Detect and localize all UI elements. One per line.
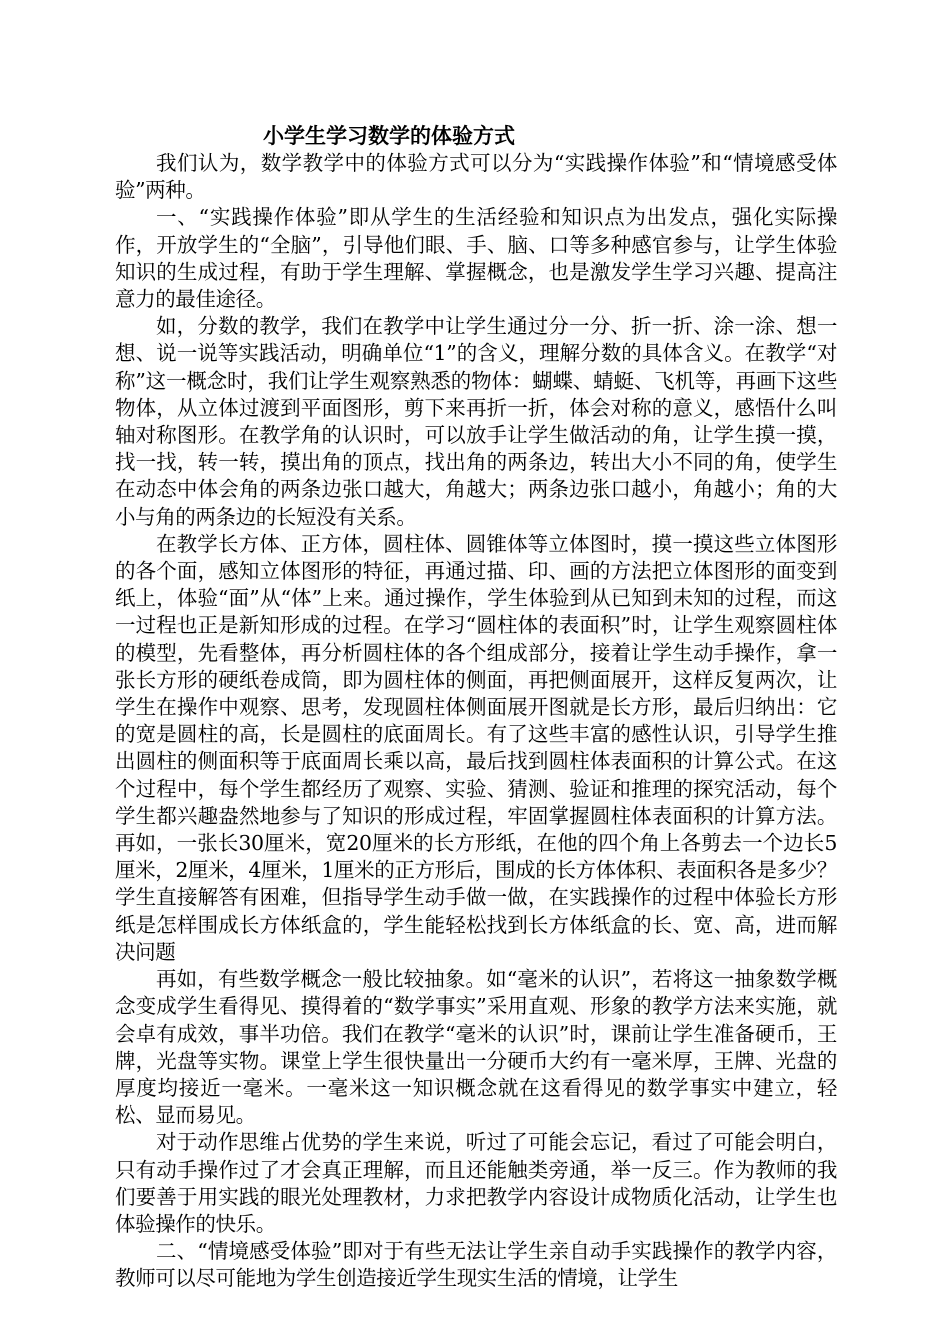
document-page <box>115 122 837 1293</box>
paragraph-solid-figures: 在教学长方体、正方体，圆柱体、圆锥体等立体图时，摸一摸这些立体图形的各个面，感知立体图形的特征，再通过描、印、画的方法把立体图形的面变到纸上，体验“面”从“体”上来。通过操作，学生体验到从已知到未知的过程，而这一过程也正是新知形成的过程。在学习“圆柱体的表面积”时，让学生观察圆柱体的模型，先看整体，再分析圆柱体的各个组成部分，接着让学生动手操作，拿一张长方形的硬纸卷成筒，即为圆柱体的侧面，再把侧面展开，这样反复两次，让学生在操作中观察、思考，发现圆柱体侧面展开图就是长方形，最后归纳出：它的宽是圆柱的高，长是圆柱的底面周长。有了这些丰富的感性认识，引导学生推出圆柱的侧面积等于底面周长乘以高，最后找到圆柱体表面积的计算公式。在这个过程中，每个学生都经历了观察、实验、猜测、验证和推理的探究活动，每个学生都兴趣盎然地参与了知识的形成过程，牢固掌握圆柱体表面积的计算方法。再如，一张长30厘米，宽20厘米的长方形纸，在他的四个角上各剪去一个边长5厘米，2厘米，4厘米，1厘米的正方形后，围成的长方体体积、表面积各是多少？学生直接解答有困难，但指导学生动手做一做，在实践操作的过程中体验长方形纸是怎样围成长方体纸盒的，学生能轻松找到长方体纸盒的长、宽、高，进而解决问题 <box>115 531 837 964</box>
paragraph-action-thinking: 对于动作思维占优势的学生来说，听过了可能会忘记，看过了可能会明白，只有动手操作过了才会真正理解，而且还能触类旁通，举一反三。作为教师的我们要善于用实践的眼光处理教材，力求把教学内容设计成物质化活动，让学生也体验操作的快乐。 <box>115 1130 837 1236</box>
paragraph-intro: 我们认为，数学教学中的体验方式可以分为“实践操作体验”和“情境感受体验”两种。 <box>115 151 837 203</box>
paragraph-fraction-symmetry-angle: 如，分数的教学，我们在教学中让学生通过分一分、折一折、涂一涂、想一想、说一说等实践活动，明确单位“1”的含义，理解分数的具体含义。在教学“对称”这一概念时，我们让学生观察熟悉的物体：蝴蝶、蜻蜓、飞机等，再画下这些物体，从立体过渡到平面图形，剪下来再折一折，体会对称的意义，感悟什么叫轴对称图形。在教学角的认识时，可以放手让学生做活动的角，让学生摸一摸，找一找，转一转，摸出角的顶点，找出角的两条边，转出大小不同的角，使学生在动态中体会角的两条边张口越大，角越大；两条边张口越小，角越小；角的大小与角的两条边的长短没有关系。 <box>115 314 837 529</box>
paragraph-situation-experience: 二、“情境感受体验”即对于有些无法让学生亲自动手实践操作的教学内容，教师可以尽可能地为学生创造接近学生现实生活的情境，让学生 <box>115 1239 837 1291</box>
paragraph-practice-definition: 一、“实践操作体验”即从学生的生活经验和知识点为出发点，强化实际操作，开放学生的“全脑”，引导他们眼、手、脑、口等多种感官参与，让学生体验知识的生成过程，有助于学生理解、掌握概念，也是激发学生学习兴趣、提高注意力的最佳途径。 <box>115 205 837 312</box>
paragraph-millimeter: 再如，有些数学概念一般比较抽象。如“毫米的认识”，若将这一抽象数学概念变成学生看得见、摸得着的“数学事实”采用直观、形象的教学方法来实施，就会卓有成效，事半功倍。我们在教学“毫米的认识”时，课前让学生准备硬币，王牌，光盘等实物。课堂上学生很快量出一分硬币大约有一毫米厚，王牌、光盘的厚度均接近一毫米。一毫米这一知识概念就在这看得见的数学事实中建立，轻松、显而易见。 <box>115 967 837 1128</box>
document-title: 小学生学习数学的体验方式 <box>263 123 515 148</box>
